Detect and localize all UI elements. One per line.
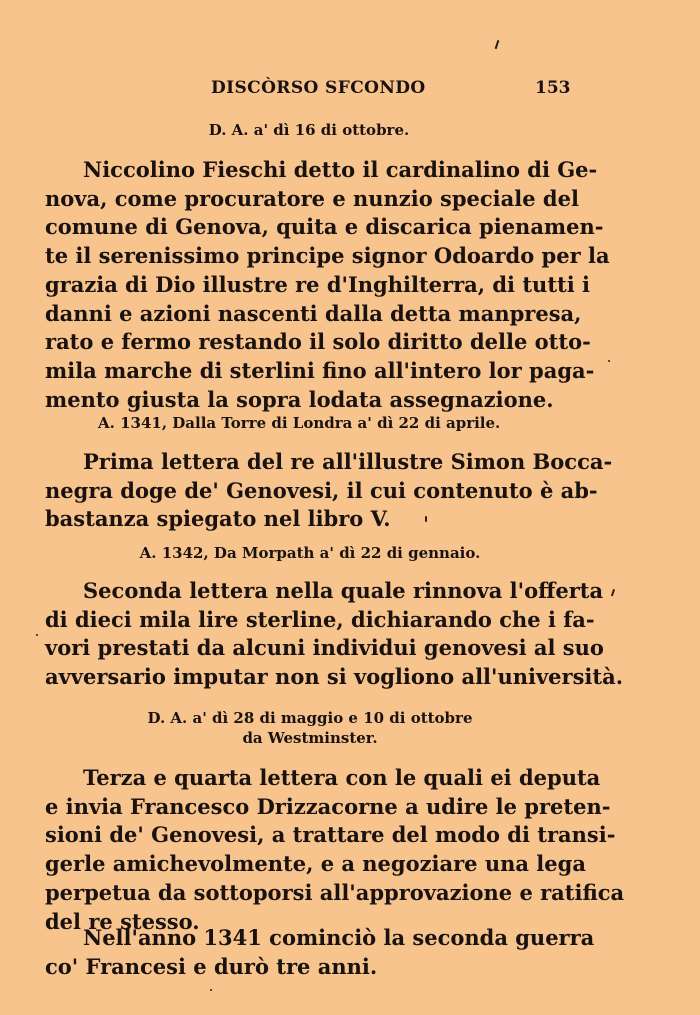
text-line: Terza e quarta lettera con le quali ei deputa <box>83 765 601 790</box>
closing-paragraph <box>45 924 595 981</box>
entry-date-4 <box>0 708 620 748</box>
print-speck <box>611 589 615 596</box>
text-line: rato e fermo restando il solo diritto delle otto- <box>45 329 591 355</box>
entry-paragraph-4 <box>45 764 625 936</box>
print-speck <box>210 989 212 991</box>
entry-date-4-line: da Westminster. <box>242 729 378 747</box>
text-line: mento giusta la sopra lodata assegnazione. <box>45 386 554 412</box>
text-line: danni e azioni nascenti dalla detta manpresa, <box>45 300 582 326</box>
text-line: di dieci mila lire sterline, dichiarando che i fa- <box>45 606 595 632</box>
print-speck <box>495 40 499 49</box>
text-line: grazia di Dio illustre re d'Inghilterra, di tutti i <box>45 271 590 297</box>
print-speck <box>425 516 427 522</box>
text-line: perpetua da sottoporsi all'approvazione e ratifica <box>45 879 625 905</box>
text-line: Prima lettera del re all'illustre Simon Bocca- <box>83 449 613 474</box>
text-line: nova, come procuratore e nunzio speciale del <box>45 185 579 211</box>
page-header <box>0 78 700 102</box>
running-title: DISCÒRSO SFCONDO <box>211 78 426 98</box>
text-line: negra doge de' Genovesi, il cui contenuto è ab- <box>45 477 598 503</box>
text-line: gerle amichevolmente, e a negoziare una lega <box>45 851 586 877</box>
entry-date-4-line: D. A. a' dì 28 di maggio e 10 di ottobre <box>147 709 473 727</box>
text-line: sioni de' Genovesi, a trattare del modo di transi- <box>45 822 616 848</box>
text-line: e invia Francesco Drizzacorne a udire le preten- <box>45 793 611 819</box>
print-speck <box>36 634 38 636</box>
page-number: 153 <box>535 78 571 98</box>
text-line: co' Francesi e durò tre anni. <box>45 953 378 979</box>
text-line: Nell'anno 1341 cominciò la seconda guerra <box>83 925 595 950</box>
entry-date-3: A. 1342, Da Morpath a' dì 22 di gennaio. <box>139 544 481 562</box>
entry-paragraph-3 <box>45 577 624 692</box>
entry-date-1: D. A. a' dì 16 di ottobre. <box>208 121 410 139</box>
entry-date-2: A. 1341, Dalla Torre di Londra a' dì 22 di aprile. <box>98 414 501 432</box>
text-line: vori prestati da alcuni individui genovesi al suo <box>45 635 604 661</box>
text-line: mila marche di sterlini fino all'intero lor paga- <box>45 357 595 383</box>
text-line: te il serenissimo principe signor Odoardo per la <box>45 243 610 269</box>
text-line: del re stesso. <box>45 908 200 934</box>
text-line: bastanza spiegato nel libro V. <box>45 506 391 532</box>
text-line: Niccolino Fieschi detto il cardinalino di Ge- <box>83 157 598 182</box>
text-line: Seconda lettera nella quale rinnova l'offerta <box>83 578 604 603</box>
print-speck <box>608 360 610 362</box>
text-line: avversario imputar non si vogliono all'università. <box>45 664 624 690</box>
text-line: comune di Genova, quita e discarica pienamen- <box>45 214 604 240</box>
entry-paragraph-2 <box>45 448 613 534</box>
entry-paragraph-1 <box>45 156 610 414</box>
